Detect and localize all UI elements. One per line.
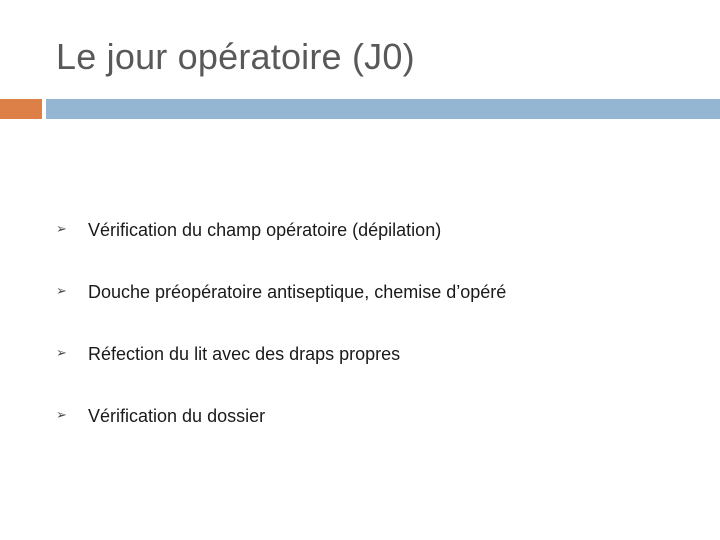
bullet-item xyxy=(56,214,506,246)
accent-bar-orange xyxy=(0,99,42,119)
arrow-bullet-icon: ➢ xyxy=(56,346,67,361)
arrow-bullet-icon: ➢ xyxy=(56,284,67,299)
bullet-text: Vérification du champ opératoire (dépilation) xyxy=(88,220,442,240)
arrow-bullet-icon: ➢ xyxy=(56,222,67,237)
accent-bar-blue xyxy=(46,99,720,119)
arrow-bullet-icon: ➢ xyxy=(56,408,67,423)
bullet-item xyxy=(56,400,506,432)
bullet-item xyxy=(56,276,506,308)
bullet-text: Douche préopératoire antiseptique, chemise d’opéré xyxy=(88,282,507,302)
bullet-list xyxy=(56,214,506,462)
bullet-text: Réfection du lit avec des draps propres xyxy=(88,344,401,364)
bullet-text: Vérification du dossier xyxy=(88,406,266,426)
slide-title: Le jour opératoire (J0) xyxy=(56,36,415,77)
bullet-item xyxy=(56,338,506,370)
